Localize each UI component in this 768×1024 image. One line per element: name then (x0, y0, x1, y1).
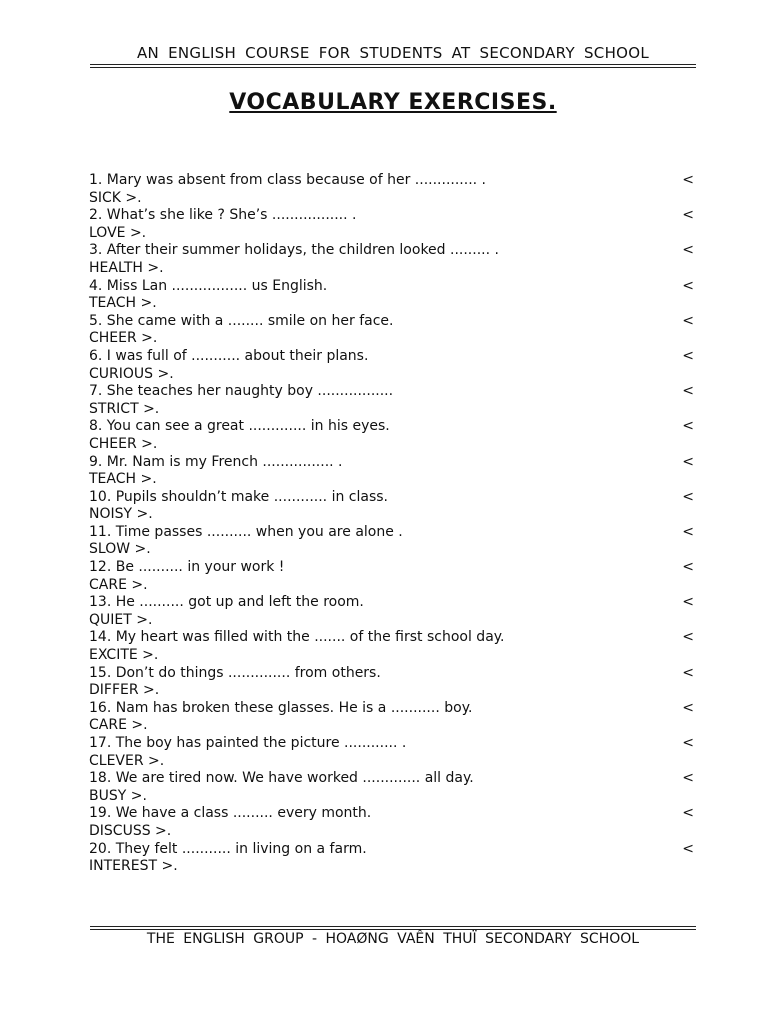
exercise-sentence: 11. Time passes .......... when you are alone . (89, 523, 403, 540)
exercise-item (89, 665, 696, 700)
exercise-item (89, 418, 696, 453)
exercise-hint-open: < (682, 277, 694, 294)
exercise-hint-word: NOISY >. (89, 506, 153, 523)
exercise-hint-open: < (682, 488, 694, 505)
exercise-item (89, 207, 696, 242)
exercise-sentence: 17. The boy has painted the picture ............ . (89, 735, 407, 751)
exercise-item (89, 348, 696, 383)
exercise-sentence: 14. My heart was filled with the ....... of the first school day. (89, 629, 505, 646)
exercise-hint-open: < (682, 242, 694, 259)
exercise-sentence-line (89, 841, 696, 859)
exercise-hint-open: < (682, 347, 694, 364)
exercise-sentence-line (89, 665, 696, 683)
exercise-sentence: 10. Pupils shouldn’t make ............ in class. (89, 488, 388, 505)
page-header: AN ENGLISH COURSE FOR STUDENTS AT SECONDARY SCHOOL (136, 44, 650, 62)
exercise-sentence-line (89, 242, 696, 260)
exercise-item (89, 489, 696, 524)
exercise-list (89, 172, 696, 876)
header-divider (90, 64, 696, 68)
exercise-hint-word: CLEVER >. (89, 752, 165, 769)
exercise-sentence-line (89, 489, 696, 507)
exercise-sentence: 9. Mr. Nam is my French ................ . (89, 453, 343, 470)
exercise-hint-word: TEACH >. (89, 471, 157, 488)
exercise-sentence-line (89, 418, 696, 436)
exercise-sentence: 8. You can see a great ............. in his eyes. (89, 418, 390, 435)
exercise-item (89, 454, 696, 489)
exercise-sentence-line (89, 172, 696, 190)
exercise-hint-word: CHEER >. (89, 435, 158, 452)
exercise-hint-word: SICK >. (89, 189, 142, 206)
exercise-sentence-line (89, 700, 696, 718)
exercise-sentence: 18. We are tired now. We have worked ............. all day. (89, 770, 474, 787)
exercise-hint-word: DISCUSS >. (89, 822, 172, 839)
exercise-sentence-line (89, 805, 696, 823)
exercise-hint-word: DIFFER >. (89, 682, 160, 699)
exercise-hint-open: < (682, 699, 694, 716)
exercise-hint-open: < (682, 453, 694, 470)
exercise-item (89, 841, 696, 876)
exercise-sentence: 5. She came with a ........ smile on her face. (89, 312, 394, 329)
exercise-item (89, 524, 696, 559)
exercise-sentence: 1. Mary was absent from class because of her .............. . (89, 172, 486, 188)
exercise-item (89, 383, 696, 418)
exercise-item (89, 805, 696, 840)
footer-divider (90, 926, 696, 930)
exercise-sentence: 15. Don’t do things .............. from others. (89, 664, 381, 681)
exercise-item (89, 313, 696, 348)
exercise-hint-open: < (682, 664, 694, 681)
exercise-hint-word: CARE >. (89, 576, 148, 593)
exercise-sentence: 19. We have a class ......... every month. (89, 805, 372, 822)
exercise-hint-open: < (682, 418, 694, 435)
page-footer: THE ENGLISH GROUP - HOAØNG VAÊN THUÏ SECONDARY SCHOOL (146, 931, 640, 947)
exercise-sentence: 12. Be .......... in your work ! (89, 559, 285, 576)
exercise-hint-open: < (682, 840, 694, 857)
exercise-hint-word: SLOW >. (89, 541, 151, 558)
exercise-item (89, 735, 696, 770)
exercise-item (89, 242, 696, 277)
exercise-hint-word: INTEREST >. (89, 858, 178, 875)
exercise-hint-open: < (682, 805, 694, 822)
exercise-hint-open: < (682, 594, 694, 611)
exercise-item (89, 629, 696, 664)
page-title: VOCABULARY EXERCISES. (229, 90, 557, 115)
exercise-hint-word: BUSY >. (89, 787, 147, 804)
exercise-item (89, 278, 696, 313)
exercise-sentence: 13. He .......... got up and left the room. (89, 594, 364, 611)
exercise-hint-word: QUIET >. (89, 611, 153, 628)
exercise-item (89, 770, 696, 805)
exercise-hint-open: < (682, 629, 694, 646)
exercise-sentence: 6. I was full of ........... about their plans. (89, 347, 369, 364)
exercise-item (89, 559, 696, 594)
exercise-hint-word: EXCITE >. (89, 647, 159, 664)
exercise-hint-open: < (682, 735, 694, 751)
exercise-sentence-line (89, 770, 696, 788)
exercise-sentence-line (89, 207, 696, 225)
exercise-sentence-line (89, 313, 696, 331)
exercise-sentence-line (89, 629, 696, 647)
exercise-hint-open: < (682, 312, 694, 329)
exercise-item (89, 172, 696, 207)
exercise-sentence-line (89, 383, 696, 401)
exercise-item (89, 594, 696, 629)
exercise-hint-word: CHEER >. (89, 330, 158, 347)
exercise-sentence-line (89, 278, 696, 296)
exercise-hint-open: < (682, 383, 694, 400)
exercise-hint-open: < (682, 523, 694, 540)
exercise-sentence-line (89, 348, 696, 366)
exercise-hint-open: < (682, 172, 694, 188)
exercise-sentence: 7. She teaches her naughty boy ................. (89, 383, 394, 400)
exercise-hint-open: < (682, 770, 694, 787)
exercise-sentence-line (89, 454, 696, 472)
exercise-sentence-line (89, 735, 696, 753)
exercise-hint-word: STRICT >. (89, 400, 160, 417)
exercise-hint-word: CURIOUS >. (89, 365, 174, 382)
exercise-sentence: 20. They felt ........... in living on a farm. (89, 840, 367, 857)
exercise-sentence: 2. What’s she like ? She’s ................. . (89, 207, 357, 224)
exercise-sentence: 4. Miss Lan ................. us English. (89, 277, 328, 294)
exercise-hint-word: TEACH >. (89, 295, 157, 312)
exercise-sentence-line (89, 594, 696, 612)
exercise-hint-word: HEALTH >. (89, 259, 164, 276)
exercise-item (89, 700, 696, 735)
exercise-sentence: 16. Nam has broken these glasses. He is a ........... boy. (89, 699, 473, 716)
exercise-hint-open: < (682, 207, 694, 224)
exercise-hint-word: LOVE >. (89, 224, 147, 241)
exercise-sentence: 3. After their summer holidays, the children looked ......... . (89, 242, 499, 259)
exercise-hint-open: < (682, 559, 694, 576)
exercise-sentence-line (89, 559, 696, 577)
exercise-hint-word: CARE >. (89, 717, 148, 734)
exercise-sentence-line (89, 524, 696, 542)
